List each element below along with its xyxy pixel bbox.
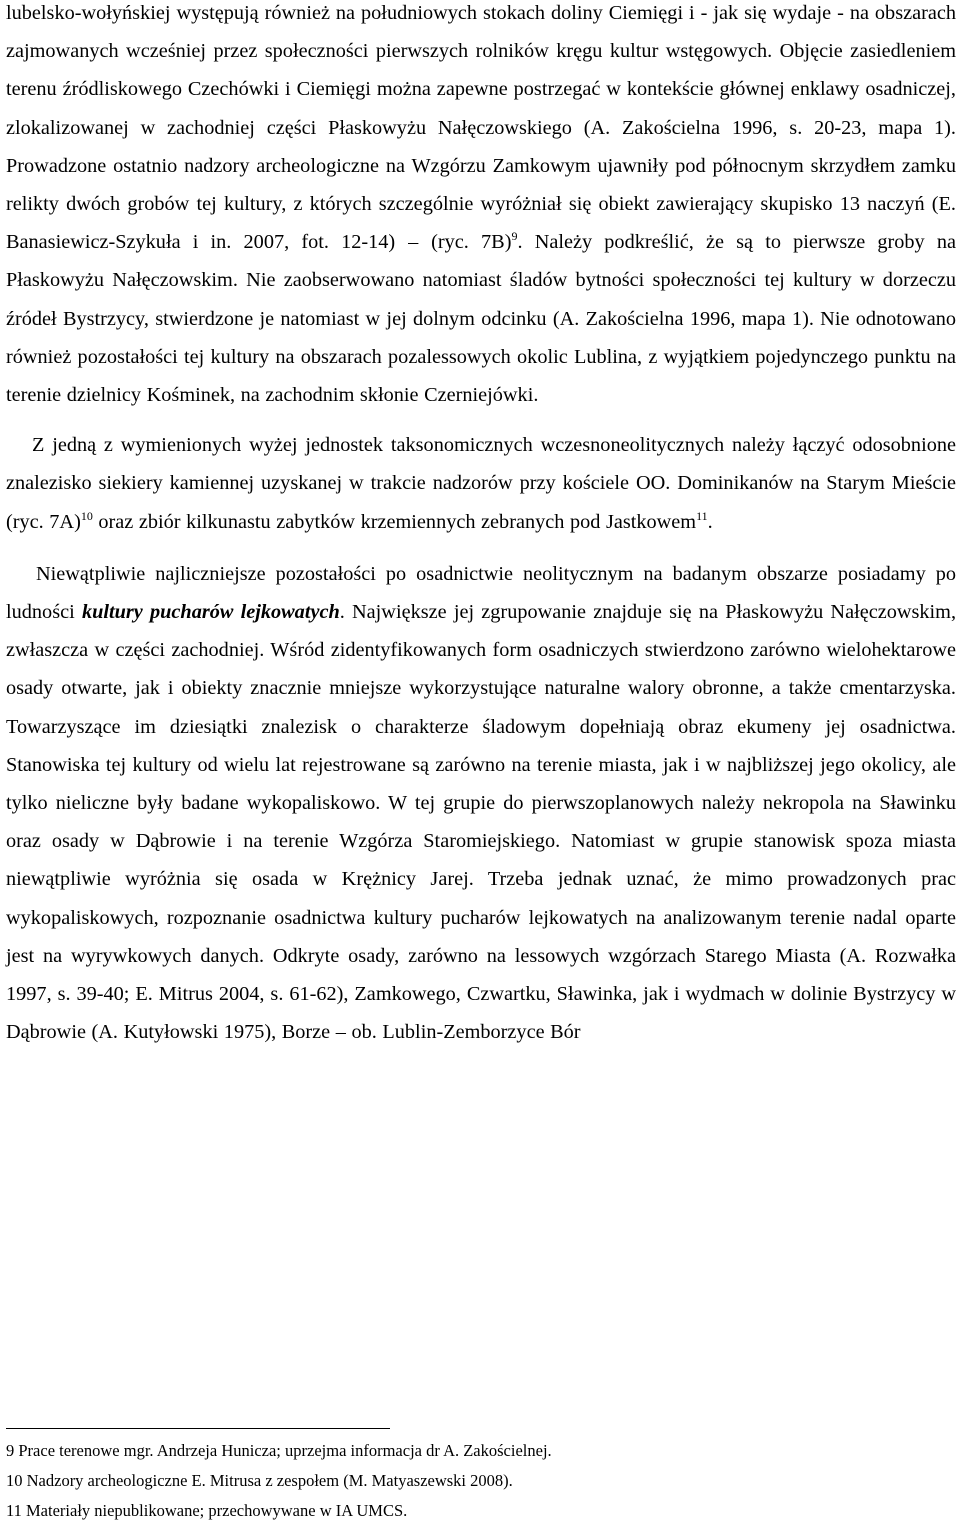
text-run: – — [408, 231, 419, 254]
footnote-ref: 11 — [696, 508, 708, 523]
text-run: Z jedną z wymienionych wyżej jednostek taksonomicznych wczesnoneolitycznych należy łączyć odosobnione znalezisko siekiery kamiennej uzyskanej w trakcie nadzorów przy kościele OO. Dominikanów na Starym Mieście (ryc. 7A) — [6, 434, 956, 533]
footnote-11: 11 Materiały niepublikowane; przechowywane w IA UMCS. — [6, 1501, 408, 1520]
emphasized-term: kultury pucharów lejkowatych — [81, 601, 340, 624]
text-run: . Należy podkreślić, że są to pierwsze groby na Płaskowyżu Nałęczowskim. Nie zaobserwowano natomiast śladów bytności społeczności tej kultury w dorzeczu źródeł Bystrzycy, stwierdzone je natomiast w jej dolnym odcinku (A. Zakościelna 1996, mapa 1). Nie odnotowano również pozostałości tej kultury na obszarach pozalessowych okolic Lublina, z wyjątkiem pojedynczego punktu na terenie dzielnicy Kośminek, na zachodnim skłonie Czerniejówki. — [6, 231, 956, 407]
document-page — [6, 0, 956, 1051]
footnote-ref: 9 — [511, 229, 518, 244]
text-run: (ryc. 7B) — [431, 231, 512, 254]
paragraph-1 — [6, 0, 956, 414]
text-run: . — [707, 510, 713, 533]
paragraph-3 — [6, 555, 956, 1052]
paragraph-2 — [6, 426, 956, 541]
text-run: Niewątpliwie najliczniejsze pozostałości po osadnictwie neolitycznym na badanym obszarze posiadamy po ludności — [6, 562, 956, 624]
text-run: lubelsko-wołyńskiej występują również na południowych stokach doliny Ciemięgi i - jak się wydaje - na obszarach zajmowanych wcześniej przez społeczności pierwszych rolników kręgu kultur wstęgowych. Objęcie zasiedleniem terenu źródliskowego Czechówki i Ciemięgi można zapewne postrzegać w kontekście głównej enklawy osadniczej, zlokalizowanej w zachodniej części Płaskowyżu Nałęczowskiego (A. Zakościelna 1996, s. 20-23, mapa 1). Prowadzone ostatnio nadzory archeologiczne na Wzgórzu Zamkowym ujawniły pod północnym skrzydłem zamku relikty dwóch grobów tej kultury, z których szczególnie wyróżniał się obiekt zawierający skupisko 13 naczyń (E. Banasiewicz-Szykuła i in. 2007, fot. 12-14) — [6, 2, 956, 254]
footnote-9: 9 Prace terenowe mgr. Andrzeja Hunicza; uprzejma informacja dr A. Zakościelnej. — [6, 1441, 552, 1460]
text-run: oraz zbiór kilkunastu zabytków krzemiennych zebranych pod Jastkowem — [92, 510, 697, 533]
footnote-ref: 10 — [80, 508, 93, 523]
footnote-10: 10 Nadzory archeologiczne E. Mitrusa z zespołem (M. Matyaszewski 2008). — [6, 1471, 513, 1490]
text-run: . Największe jej zgrupowanie znajduje się na Płaskowyżu Nałęczowskim, zwłaszcza w części zachodniej. Wśród zidentyfikowanych form osadniczych stwierdzono zarówno wielohektarowe osady otwarte, jak i obiekty znacznie mniejsze wykorzystujące naturalne walory obronne, a także cmentarzyska. Towarzyszące im dziesiątki znalezisk o charakterze śladowym dopełniają obraz ekumeny jej osadnictwa. Stanowiska tej kultury od wielu lat rejestrowane są zarówno na terenie miasta, jak i w najbliższej jego okolicy, ale tylko nieliczne były badane wykopaliskowo. W tej grupie do pierwszoplanowych należy nekropola na Sławinku oraz osady w Dąbrowie i na terenie Wzgórza Staromiejskiego. Natomiast w grupie stanowisk spoza miasta niewątpliwie wyróżnia się osada w Krężnicy Jarej. Trzeba jednak uznać, że mimo prowadzonych prac wykopaliskowych, rozpoznanie osadnictwa kultury pucharów lejkowatych na analizowanym terenie nadal oparte jest na wyrywkowych danych. Odkryte osady, zarówno na lessowych wzgórzach Starego Miasta (A. Rozwałka 1997, s. 39-40; E. Mitrus 2004, s. 61-62), Zamkowego, Czwartku, Sławinka, jak i wydmach w dolinie Bystrzycy w Dąbrowie (A. Kutyłowski 1975), Borze – ob. Lublin-Zemborzyce Bór — [6, 601, 957, 1044]
footnote-separator — [6, 1428, 390, 1429]
footnotes — [6, 1436, 946, 1526]
